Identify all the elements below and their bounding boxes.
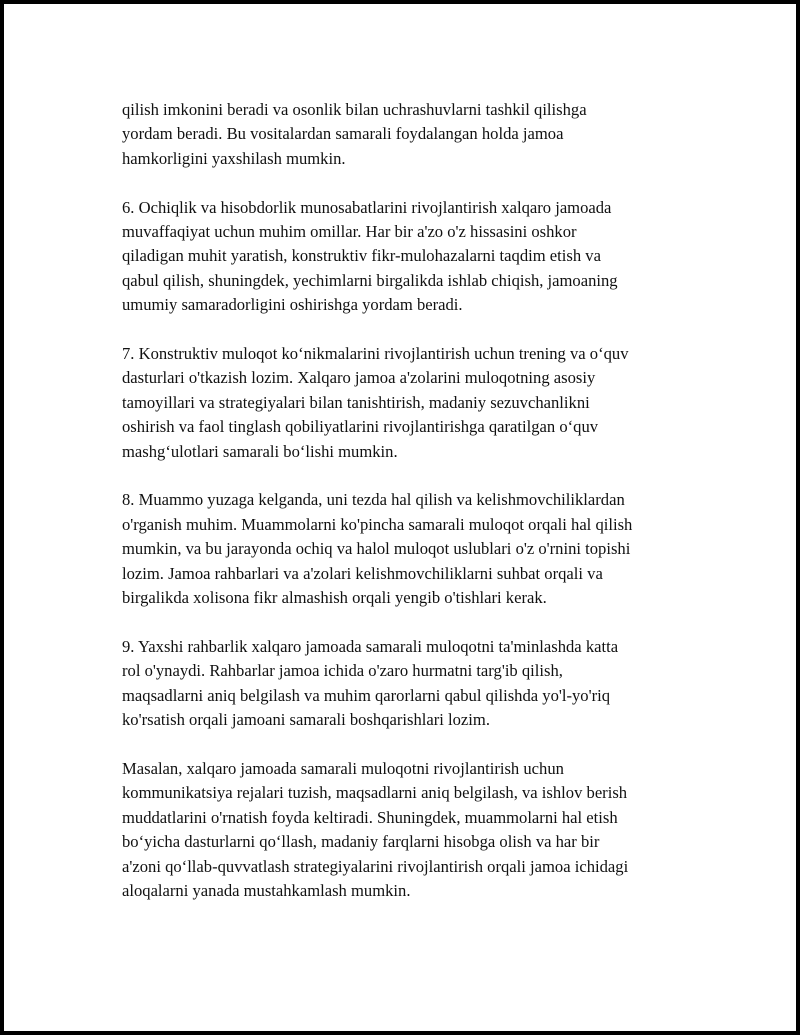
text-line: kommunikatsiya rejalari tuzish, maqsadlarni aniq belgilash, va ishlov berish <box>122 783 628 803</box>
text-line: muddatlarini o'rnatish foyda keltiradi. Shuningdek, muammolarni hal etish <box>122 807 618 827</box>
text-line: rol o'ynaydi. Rahbarlar jamoa ichida o'zaro hurmatni targ'ib qilish, <box>122 661 563 681</box>
text-line: hamkorligini yaxshilash mumkin. <box>122 148 346 168</box>
paragraph-item-8 <box>122 488 707 610</box>
text-line: 6. Ochiqlik va hisobdorlik munosabatlarini rivojlantirish xalqaro jamoada <box>122 197 612 217</box>
text-line: birgalikda xolisona fikr almashish orqali yengib o'tishlari kerak. <box>122 588 547 608</box>
text-line: mashgʻulotlari samarali boʻlishi mumkin. <box>122 441 398 461</box>
paragraph-conclusion <box>122 757 707 903</box>
text-line: o'rganish muhim. Muammolarni ko'pincha samarali muloqot orqali hal qilish <box>122 514 633 534</box>
text-line: 7. Konstruktiv muloqot koʻnikmalarini rivojlantirish uchun trening va oʻquv <box>122 344 629 364</box>
text-line: aloqalarni yanada mustahkamlash mumkin. <box>122 880 411 900</box>
text-line: maqsadlarni aniq belgilash va muhim qarorlarni qabul qilishda yo'l-yo'riq <box>122 685 611 705</box>
text-line: boʻyicha dasturlarni qoʻllash, madaniy farqlarni hisobga olish va har bir <box>122 832 600 852</box>
text-line: lozim. Jamoa rahbarlari va a'zolari kelishmovchiliklarni suhbat orqali va <box>122 563 603 583</box>
document-body <box>122 98 707 928</box>
text-line: qabul qilish, shuningdek, yechimlarni birgalikda ishlab chiqish, jamoaning <box>122 270 618 290</box>
text-line: umumiy samaradorligini oshirishga yordam beradi. <box>122 295 463 315</box>
text-line: tamoyillari va strategiyalari bilan tanishtirish, madaniy sezuvchanlikni <box>122 392 590 412</box>
text-line: Masalan, xalqaro jamoada samarali muloqotni rivojlantirish uchun <box>122 758 564 778</box>
text-line: qilish imkonini beradi va osonlik bilan uchrashuvlarni tashkil qilishga <box>122 100 587 119</box>
paragraph-item-6 <box>122 196 707 318</box>
paragraph-item-7 <box>122 342 707 464</box>
text-line: mumkin, va bu jarayonda ochiq va halol muloqot uslublari o'z o'rnini topishi <box>122 539 631 559</box>
text-line: 9. Yaxshi rahbarlik xalqaro jamoada samarali muloqotni ta'minlashda katta <box>122 636 619 656</box>
text-line: oshirish va faol tinglash qobiliyatlarini rivojlantirishga qaratilgan oʻquv <box>122 417 599 437</box>
text-line: dasturlari o'tkazish lozim. Xalqaro jamoa a'zolarini muloqotning asosiy <box>122 368 596 388</box>
text-line: yordam beradi. Bu vositalardan samarali foydalangan holda jamoa <box>122 124 564 144</box>
text-line: ko'rsatish orqali jamoani samarali boshqarishlari lozim. <box>122 710 490 730</box>
text-line: 8. Muammo yuzaga kelganda, uni tezda hal qilish va kelishmovchiliklardan <box>122 490 625 510</box>
text-line: muvaffaqiyat uchun muhim omillar. Har bir a'zo o'z hissasini oshkor <box>122 222 577 242</box>
paragraph-item-9 <box>122 635 707 733</box>
paragraph-intro-continuation <box>122 98 707 171</box>
text-line: a'zoni qoʻllab-quvvatlash strategiyalarini rivojlantirish orqali jamoa ichidagi <box>122 856 629 876</box>
text-line: qiladigan muhit yaratish, konstruktiv fikr-mulohazalarni taqdim etish va <box>122 246 601 266</box>
